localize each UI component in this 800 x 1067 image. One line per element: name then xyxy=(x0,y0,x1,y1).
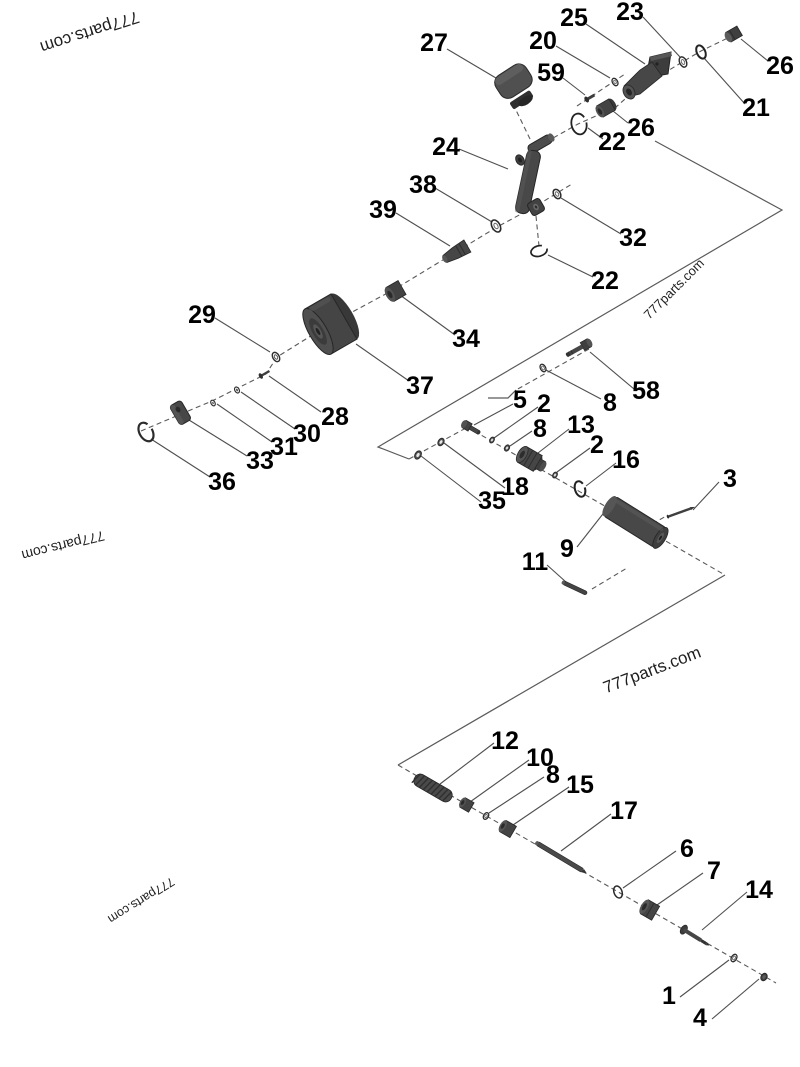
leader-5 xyxy=(474,404,513,425)
leader-33 xyxy=(189,420,247,456)
part-label-36: 36 xyxy=(208,468,236,496)
part-label-15: 15 xyxy=(566,771,594,799)
leader-31 xyxy=(217,404,272,442)
leader-4 xyxy=(712,979,759,1019)
leader-7 xyxy=(657,873,703,905)
part-28-screw xyxy=(258,368,271,379)
part-label-2-b: 2 xyxy=(590,431,604,459)
part-9-pin-cylinder xyxy=(599,494,671,551)
part-17-rod xyxy=(534,840,587,874)
part-label-37: 37 xyxy=(406,372,434,400)
part-label-4: 4 xyxy=(693,1004,707,1032)
leader-8-a xyxy=(546,370,601,399)
leader-37 xyxy=(356,344,409,381)
leader-29 xyxy=(215,318,270,352)
part-37-roller-wheel xyxy=(297,289,365,358)
part-38-washer xyxy=(489,218,502,233)
part-15-bushing xyxy=(497,819,516,838)
part-label-2-a: 2 xyxy=(537,390,551,418)
leader-21 xyxy=(704,58,745,104)
part-12-spring xyxy=(412,772,455,804)
part-10-bushing xyxy=(457,796,474,812)
part-label-58: 58 xyxy=(632,377,660,405)
part-16-o-ring xyxy=(573,480,587,498)
watermark-bottom-center: 777parts.com xyxy=(600,642,704,698)
axis-ring22-dashed xyxy=(536,216,539,246)
part-22-ring-lower xyxy=(530,244,549,258)
part-label-25: 25 xyxy=(560,4,588,32)
part-label-26-mid: 26 xyxy=(627,114,655,142)
watermark-left-middle: 777parts.com xyxy=(20,527,107,564)
part-23-washer xyxy=(678,56,689,69)
part-5-bolt xyxy=(460,419,482,437)
leader-34 xyxy=(400,295,455,335)
leader-lines xyxy=(151,17,768,1019)
part-label-17: 17 xyxy=(610,797,638,825)
part-34-bushing xyxy=(382,281,406,304)
leader-26-mid xyxy=(613,111,628,123)
part-label-35: 35 xyxy=(478,487,506,515)
leader-23 xyxy=(643,17,680,57)
part-label-30: 30 xyxy=(293,420,321,448)
part-4-nut xyxy=(759,972,768,982)
axis-pin11-dashed xyxy=(592,568,627,589)
leader-17 xyxy=(561,814,611,851)
part-1-washer xyxy=(730,953,739,963)
part-24-lever-arm xyxy=(514,132,556,216)
part-label-18: 18 xyxy=(501,473,529,501)
part-label-33: 33 xyxy=(246,447,274,475)
part-label-22-upper: 22 xyxy=(598,128,626,156)
part-label-10: 10 xyxy=(526,744,554,772)
part-labels xyxy=(188,0,794,1032)
part-label-27: 27 xyxy=(420,29,448,57)
part-39-fitting xyxy=(439,240,470,266)
part-label-28: 28 xyxy=(321,403,349,431)
part-20-washer xyxy=(611,77,620,87)
connector-bolt58-step xyxy=(488,390,516,398)
part-30-washer xyxy=(233,386,240,394)
part-58-bolt xyxy=(564,338,594,360)
leader-3 xyxy=(693,482,719,510)
part-label-3: 3 xyxy=(723,465,737,493)
leader-27 xyxy=(447,49,501,81)
part-label-1: 1 xyxy=(662,982,676,1010)
part-label-8-c: 8 xyxy=(546,761,560,789)
part-label-59: 59 xyxy=(537,59,565,87)
leader-10 xyxy=(470,760,529,802)
part-label-7: 7 xyxy=(707,857,721,885)
part-14-stud xyxy=(679,924,712,950)
part-59-screw xyxy=(583,92,596,103)
part-label-34: 34 xyxy=(452,325,480,353)
part-label-21: 21 xyxy=(742,94,770,122)
leader-14 xyxy=(702,892,747,930)
part-label-23: 23 xyxy=(616,0,644,26)
leader-9 xyxy=(577,510,606,547)
part-label-12: 12 xyxy=(491,727,519,755)
leader-15 xyxy=(513,787,569,825)
part-35-washer xyxy=(413,450,423,461)
leader-28 xyxy=(269,376,321,412)
leader-39 xyxy=(396,213,450,246)
part-label-8-b: 8 xyxy=(533,415,547,443)
watermark-bottom-left: 777parts.com xyxy=(105,874,177,927)
leader-6 xyxy=(623,851,676,888)
leader-24 xyxy=(459,149,508,169)
part-8-washer-c xyxy=(482,812,490,821)
leader-38 xyxy=(435,188,492,222)
leader-58 xyxy=(590,352,634,389)
leader-26-top-right xyxy=(741,39,768,61)
part-label-32: 32 xyxy=(619,224,647,252)
part-label-14: 14 xyxy=(745,876,773,904)
part-label-31: 31 xyxy=(270,433,298,461)
part-label-24: 24 xyxy=(432,133,460,161)
part-27-elbow xyxy=(491,60,535,112)
part-label-8-a: 8 xyxy=(603,389,617,417)
leader-32 xyxy=(561,198,621,234)
part-label-20: 20 xyxy=(529,27,557,55)
part-label-38: 38 xyxy=(409,171,437,199)
leader-11 xyxy=(547,565,566,582)
part-26-cap-top-right xyxy=(723,26,742,44)
leader-30 xyxy=(241,392,295,429)
part-8-washer-a xyxy=(539,363,547,373)
part-3-pin xyxy=(666,505,695,519)
parts xyxy=(135,26,768,982)
part-label-26-top-right: 26 xyxy=(766,52,794,80)
part-label-9: 9 xyxy=(560,535,574,563)
watermark-middle-right: 777parts.com xyxy=(640,255,707,322)
leader-8-b xyxy=(510,431,532,446)
leader-1 xyxy=(680,960,729,997)
part-29-washer xyxy=(271,351,282,363)
leader-59 xyxy=(563,78,585,95)
leader-25 xyxy=(586,24,645,64)
part-26-bushing-mid xyxy=(594,97,619,119)
axis-elbow-to-lever-dashed xyxy=(513,104,531,141)
part-6-o-ring xyxy=(612,885,624,899)
leader-12 xyxy=(440,743,494,784)
part-label-22-lower: 22 xyxy=(591,267,619,295)
part-31-washer xyxy=(210,399,216,406)
part-32-washer xyxy=(552,188,563,200)
part-21-o-ring xyxy=(694,44,708,60)
part-25-cone-bracket xyxy=(620,52,672,101)
part-33-block xyxy=(169,400,191,426)
axis-bolt58-dashed xyxy=(516,349,589,390)
watermark-top-left: 777parts.com xyxy=(37,7,142,58)
part-label-13: 13 xyxy=(567,411,595,439)
part-label-11: 11 xyxy=(521,548,549,576)
part-label-16: 16 xyxy=(612,446,640,474)
axis-screw59-dashed xyxy=(577,74,625,106)
part-label-29: 29 xyxy=(188,301,216,329)
part-18-washer xyxy=(437,437,446,447)
part-11-pin xyxy=(561,580,588,595)
part-8-washer-b xyxy=(503,444,511,452)
leader-2-b xyxy=(557,448,590,472)
part-7-nut xyxy=(637,898,659,920)
leader-22-lower xyxy=(548,255,593,277)
leader-36 xyxy=(151,439,210,477)
part-label-39: 39 xyxy=(369,196,397,224)
leader-35 xyxy=(421,456,481,502)
part-label-6: 6 xyxy=(680,835,694,863)
part-label-5: 5 xyxy=(513,386,527,414)
